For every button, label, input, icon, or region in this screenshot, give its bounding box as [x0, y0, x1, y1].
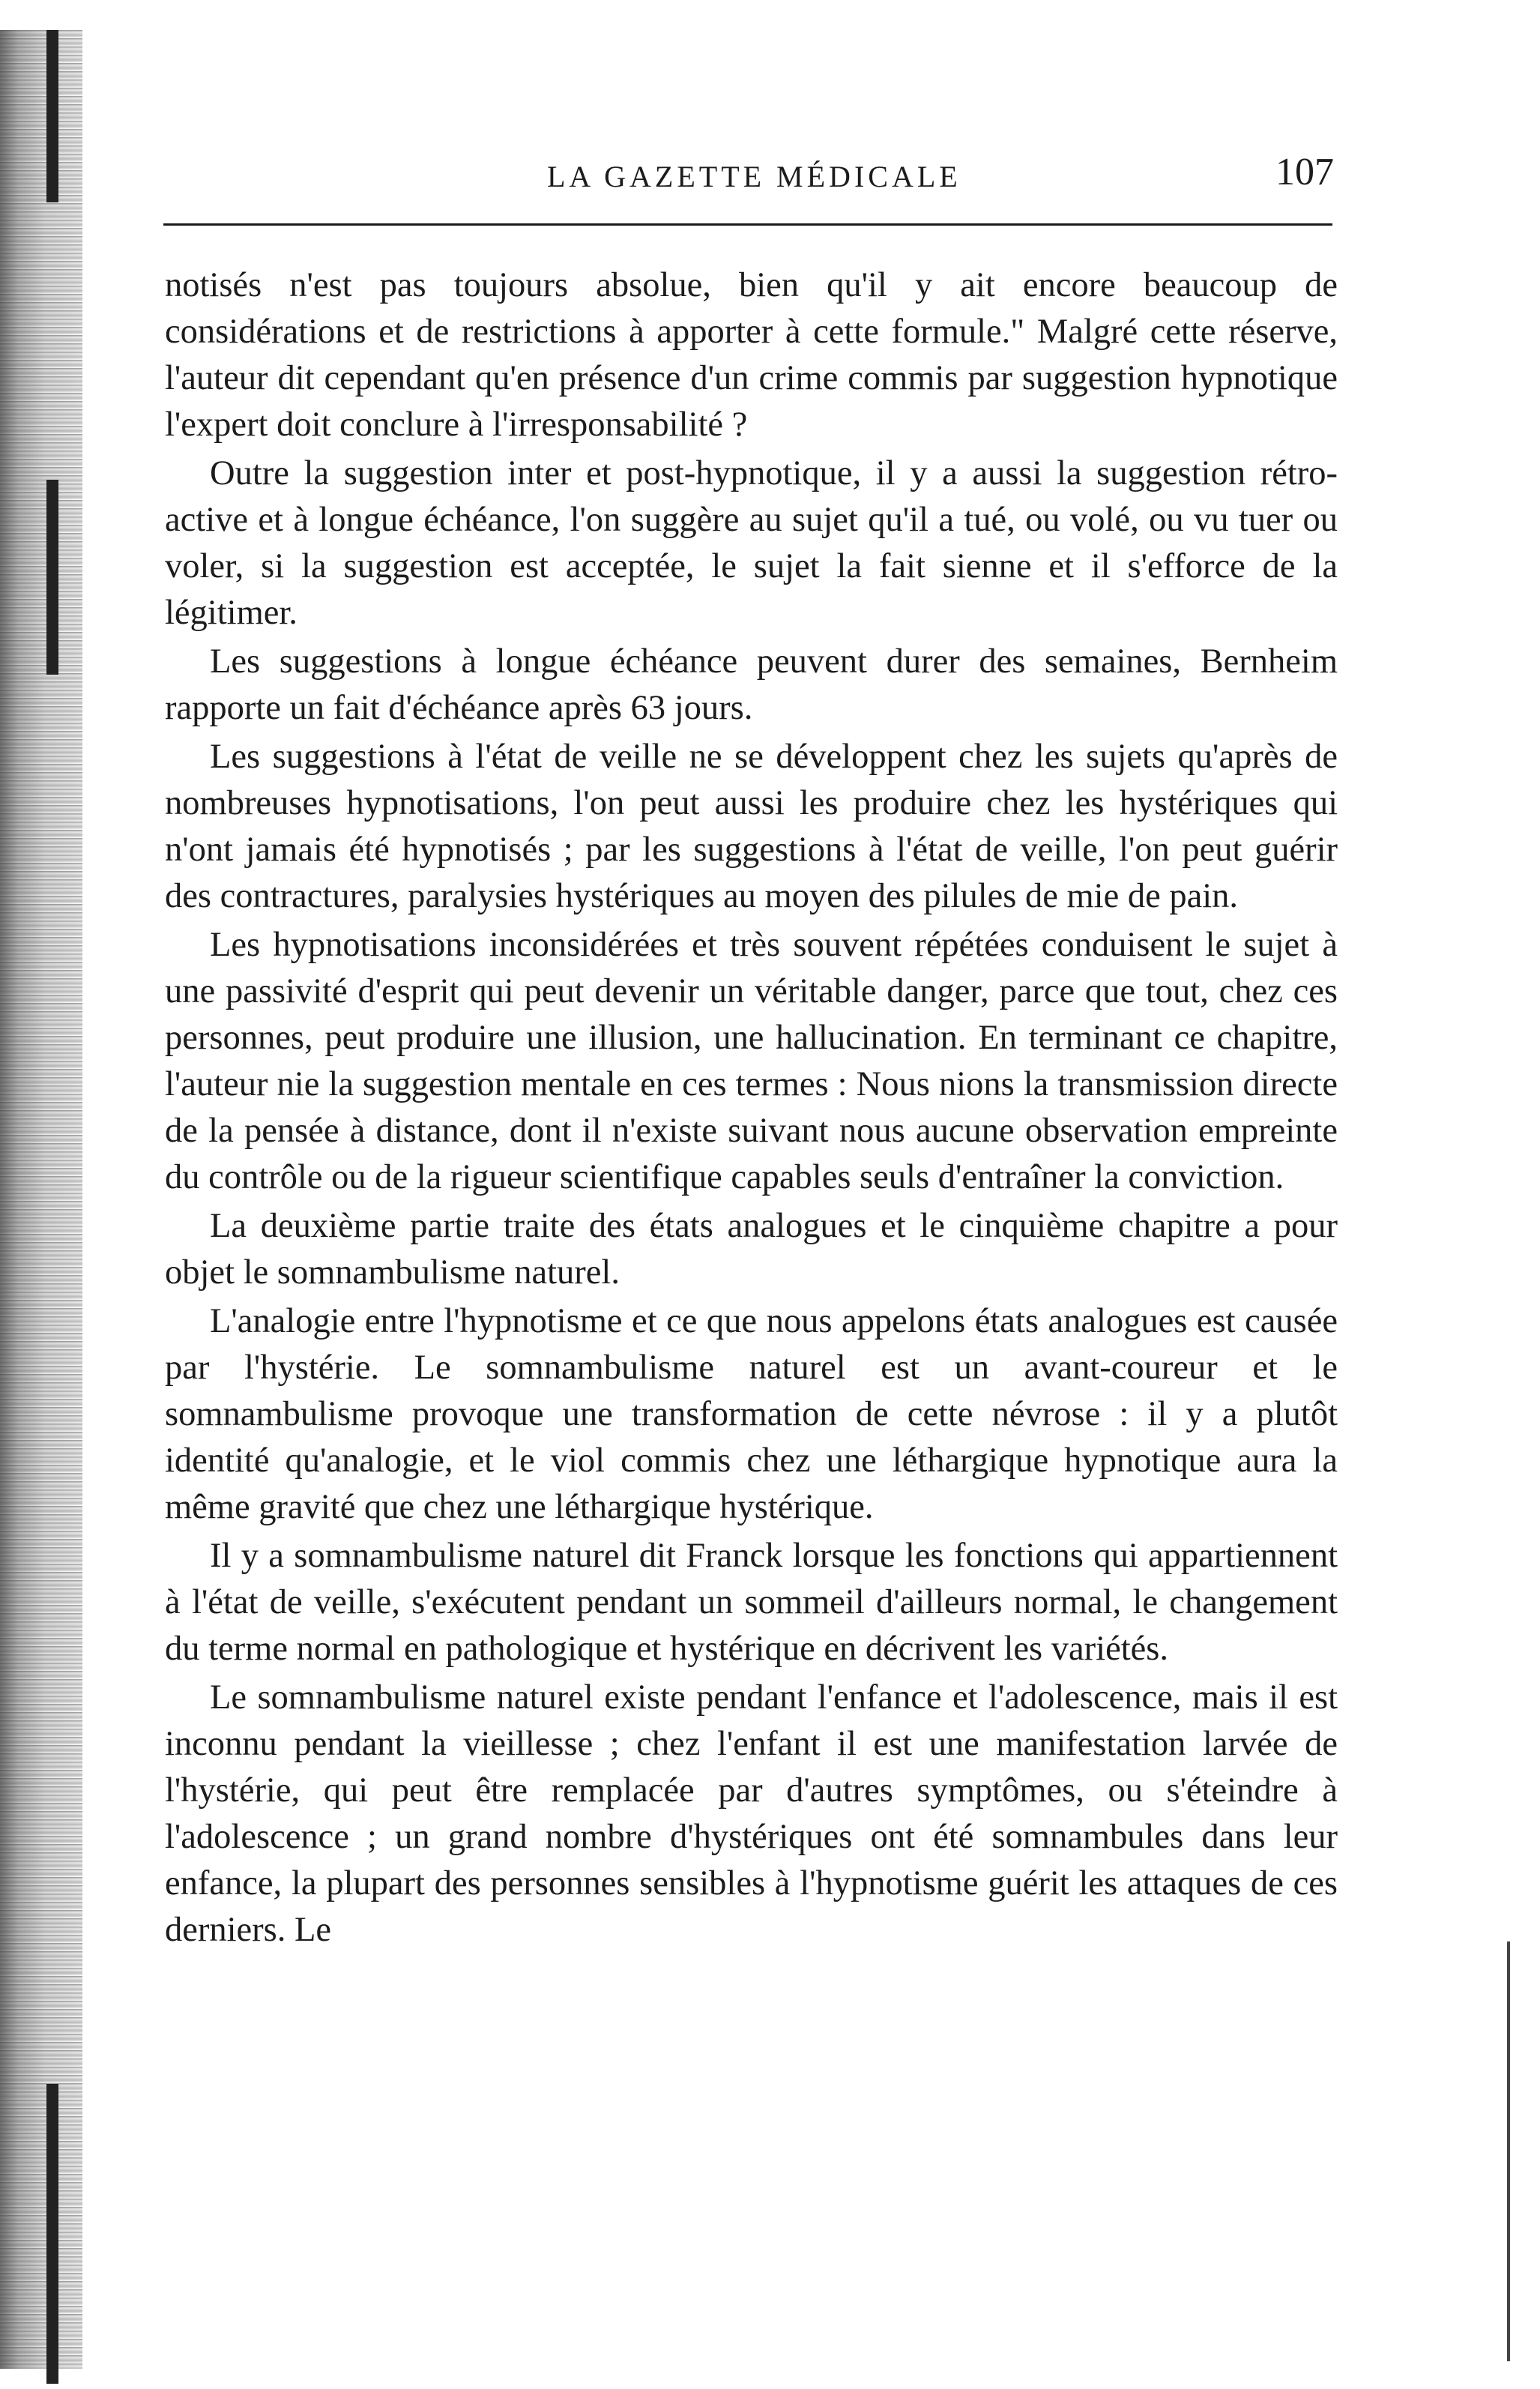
page-number: 107 — [1275, 151, 1334, 193]
paragraph: Outre la suggestion inter et post-hypnotique, il y a aussi la suggestion rétro-active et à longue échéance, l'on suggère au sujet qu'il a tué, ou volé, ou vu tuer ou voler, si la suggestion est acceptée, le sujet la fait sienne et il s'efforce de la légitimer. — [165, 454, 1338, 632]
paragraph: Les suggestions à longue échéance peuvent durer des semaines, Bernheim rapporte un fait d'échéance après 63 jours. — [165, 642, 1338, 727]
page-header — [165, 150, 1334, 202]
scan-right-mark — [1507, 1941, 1510, 2361]
paragraph: Les suggestions à l'état de veille ne se développent chez les sujets qu'après de nombreuses hypnotisations, l'on peut aussi les produire chez les hystériques qui n'ont jamais été hypnotisés ; par les suggestions à l'état de veille, l'on peut guérir des contractures, paralysies hystériques au moyen des pilules de mie de pain. — [165, 738, 1338, 915]
running-title: LA GAZETTE MÉDICALE — [547, 160, 961, 193]
paragraph: Il y a somnambulisme naturel dit Franck lorsque les fonctions qui appartiennent à l'état de veille, s'exécutent pendant un sommeil d'ailleurs normal, le changement du terme normal en pathologique et hystérique en décrivent les variétés. — [165, 1537, 1338, 1668]
scan-edge-dark-band — [46, 480, 58, 675]
paragraph: Les hypnotisations inconsidérées et très souvent répétées conduisent le sujet à une passivité d'esprit qui peut devenir un véritable danger, parce que tout, chez ces personnes, peut produire une illusion, une hallucination. En terminant ce chapitre, l'auteur nie la suggestion mentale en ces termes : Nous nions la transmission directe de la pensée à distance, dont il n'existe suivant nous aucune observation empreinte du contrôle ou de la rigueur scientifique capables seuls d'entraîner la conviction. — [165, 926, 1338, 1196]
paragraph: La deuxième partie traite des états analogues et le cinquième chapitre a pour objet le somnambulisme naturel. — [165, 1207, 1338, 1292]
paragraph: L'analogie entre l'hypnotisme et ce que nous appelons états analogues est causée par l'hystérie. Le somnambulisme naturel est un avant-coureur et le somnambulisme provoque une transformation de cette névrose : il y a plutôt identité qu'analogie, et le viol commis chez une léthargique hypnotique aura la même gravité que chez une léthargique hystérique. — [165, 1302, 1338, 1526]
paragraph: Le somnambulisme naturel existe pendant l'enfance et l'adolescence, mais il est inconnu pendant la vieillesse ; chez l'enfant il est une manifestation larvée de l'hystérie, qui peut être remplacée par d'autres symptômes, ou s'éteindre à l'adolescence ; un grand nombre d'hystériques ont été somnambules dans leur enfance, la plupart des personnes sensibles à l'hypnotisme guérit les attaques de ces derniers. Le — [165, 1678, 1338, 1949]
header-rule — [163, 223, 1332, 226]
scan-edge-dark-band — [46, 30, 58, 202]
paragraph: notisés n'est pas toujours absolue, bien qu'il y ait encore beaucoup de considérations et de restrictions à apporter à cette formule." Malgré cette réserve, l'auteur dit cependant qu'en présence d'un crime commis par suggestion hypnotique l'expert doit conclure à l'irresponsabilité ? — [165, 266, 1338, 444]
scan-edge-dark-band — [46, 2084, 58, 2384]
body-text — [165, 262, 1338, 1956]
scan-edge-artifact — [0, 30, 82, 2369]
